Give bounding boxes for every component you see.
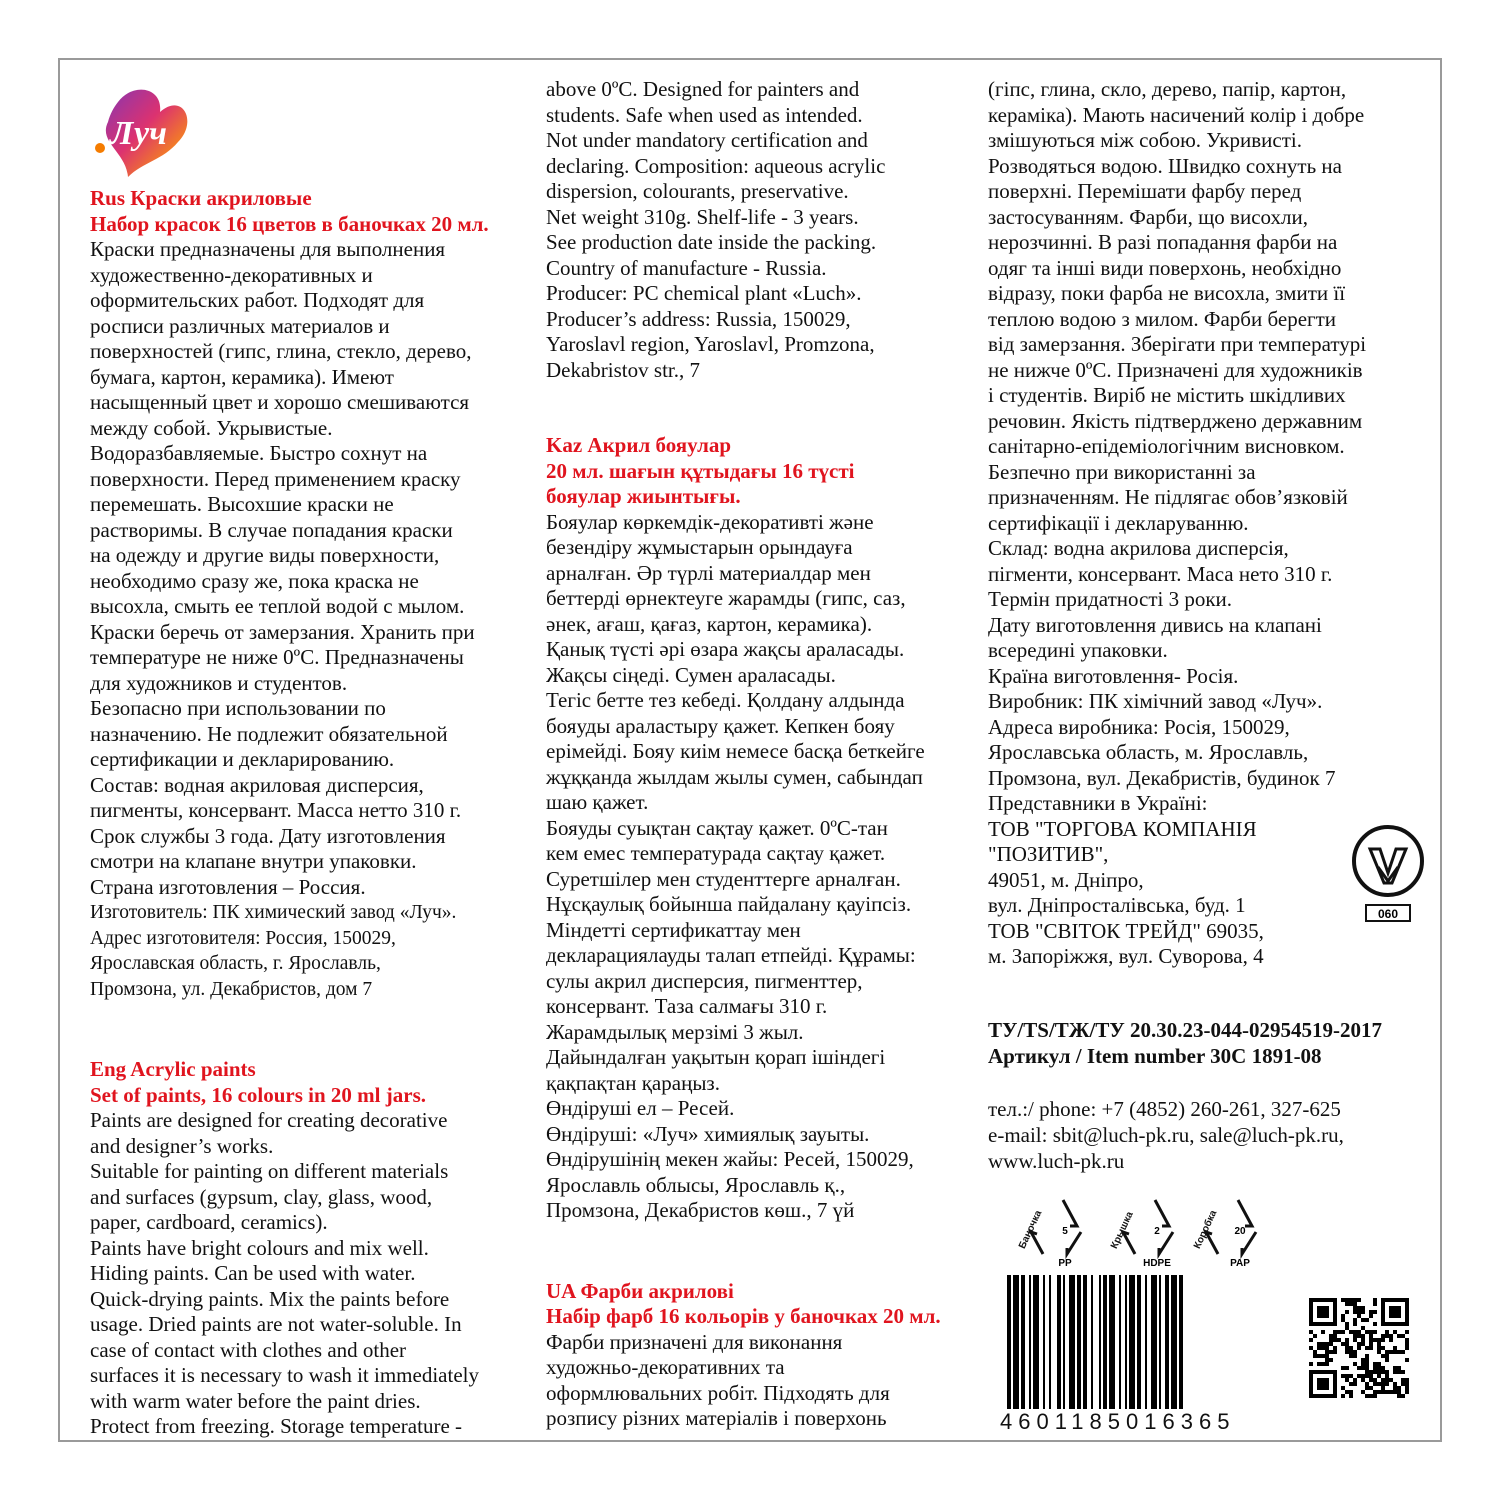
qr-module	[1345, 1326, 1349, 1330]
qr-module	[1345, 1346, 1349, 1350]
qr-module	[1365, 1318, 1369, 1322]
qr-module	[1405, 1386, 1409, 1390]
qr-module	[1309, 1346, 1313, 1350]
barcode-bar	[1099, 1275, 1101, 1425]
column-2	[546, 77, 976, 1432]
qr-module	[1405, 1338, 1409, 1342]
qr-module	[1313, 1334, 1317, 1338]
qr-module	[1353, 1306, 1357, 1310]
qr-module	[1365, 1346, 1369, 1350]
qr-module	[1321, 1362, 1325, 1366]
qr-module	[1385, 1382, 1389, 1386]
qr-module	[1377, 1366, 1381, 1370]
eng-subtitle: Set of paints, 16 colours in 20 ml jars.	[90, 1082, 426, 1107]
qr-module	[1353, 1382, 1357, 1386]
barcode-bar	[1063, 1275, 1065, 1409]
barcode-bar	[1043, 1275, 1045, 1409]
qr-module	[1401, 1350, 1405, 1354]
qr-module	[1345, 1366, 1349, 1370]
qr-module	[1393, 1390, 1397, 1394]
qr-module	[1341, 1386, 1345, 1390]
kaz-body: Бояулар көркемдік-декоративті және безендіру жұмыстарын орындауға арналған. Әр түрлі материалдар мен беттерді өрнектеуге жарамды (гипс, саз, әнек, ағаш, қағаз, картон, керамика). Қанық түсті әрі өзара жақсы араласады. Жақсы сіңеді. Сумен араласады. Тегіс бетте тез кебеді. Қолдану алдында бояуды араластыру қажет. Кепкен бояу ерімейді. Бояу киім немесе басқа беткейге жұққанда жылдам жылы сумен, сабындап шаю қажет. Бояуды суықтан сақтау қажет. 0ºС-тан кем емес температурада сақтау қажет. Суретшілер мен студенттерге арналған. Нұсқаулық бойынша пайдалану қауіпсіз. Міндетті сертификаттау мен декларациялауды талап етпейді. Құрамы: сулы акрил дисперсия, пигменттер, консервант. Таза салмағы 310 г. Жарамдылық мерзімі 3 жыл. Дайындалған уақытын қорап ішіндегі қақпақтан қараңыз. Өндіруші ел – Ресей. Өндіруші: «Луч» химиялық зауыты. Өндірушінің мекен жайы: Ресей, 150029, Ярославль облысы, Ярославль қ., Промзона, Декабристов көш., 7 үй	[546, 509, 925, 1222]
qr-module	[1381, 1338, 1385, 1342]
qr-module	[1317, 1378, 1329, 1390]
qr-module	[1369, 1314, 1373, 1318]
qr-module	[1361, 1318, 1365, 1322]
qr-module	[1401, 1394, 1405, 1398]
rus-header: Rus Краски акриловые	[90, 186, 312, 210]
qr-module	[1361, 1390, 1365, 1394]
qr-module	[1321, 1342, 1325, 1346]
qr-module	[1317, 1342, 1321, 1346]
qr-module	[1357, 1366, 1361, 1370]
qr-module	[1317, 1362, 1321, 1366]
qr-module	[1345, 1342, 1349, 1346]
qr-module	[1349, 1390, 1353, 1394]
qr-module	[1309, 1362, 1313, 1366]
qr-module	[1357, 1346, 1361, 1350]
rus-producer: Изготовитель: ПК химический завод «Луч». Адрес изготовителя: Россия, 150029, Ярославская область, г. Ярославль, Промзона, ул. Декабристов, дом 7	[90, 902, 457, 1000]
qr-module	[1377, 1350, 1381, 1354]
qr-module	[1377, 1362, 1381, 1366]
qr-code-icon	[1309, 1298, 1409, 1398]
qr-module	[1397, 1390, 1401, 1394]
qr-module	[1373, 1362, 1377, 1366]
qr-module	[1325, 1354, 1329, 1358]
barcode-bar	[1103, 1275, 1107, 1425]
qr-module	[1361, 1366, 1365, 1370]
qr-module	[1365, 1374, 1369, 1378]
qr-module	[1325, 1362, 1329, 1366]
qr-module	[1381, 1334, 1385, 1338]
qr-module	[1405, 1330, 1409, 1334]
recycle-code: PP	[1058, 1258, 1072, 1268]
qr-module	[1345, 1390, 1349, 1394]
ua-conformity-mark-icon	[1348, 821, 1428, 926]
qr-module	[1373, 1302, 1377, 1306]
eng-body: Paints are designed for creating decorative and designer’s works. Suitable for painting on different materials and surfaces (gypsum, clay, glass, wood, paper, cardboard, ceramics). Paints have bright colours and mix well. Hiding paints. Can be used with water. Quick-drying paints. Mix the paints before usage. Dried paints are not water-soluble. In case of contact with clothes and other surfaces it is necessary to wash it immediately with warm water before the paint dries. Protect from freezing. Storage temperature -	[90, 1108, 479, 1438]
rus-body: Краски предназначены для выполнения художественно-декоративных и оформительских работ. Подходят для росписи различных материалов и поверхностей (гипс, глина, стекло, дерево, бумага, картон, керамика). Имеют насыщенный цвет и хорошо смешиваются между собой. Укрывистые. Водоразбавляемые. Быстро сохнут на поверхности. Перед применением краску перемешать. Высохшие краски не растворимы. В случае попадания краски на одежду и другие виды поверхности, необходимо сразу же, пока краска не высохла, смыть ее теплой водой с мылом. Краски беречь от замерзания. Хранить при температуре не ниже 0ºС. Предназначены для художников и студентов. Безопасно при использовании по назначению. Не подлежит обязательной сертификации и декларированию. Состав: водная акриловая дисперсия, пигменты, консервант. Масса нетто 310 г. Срок службы 3 года. Дату изготовления смотри на клапане внутри упаковки. Страна изготовления – Россия.	[90, 237, 475, 899]
qr-module	[1361, 1362, 1365, 1366]
qr-module	[1345, 1298, 1349, 1302]
barcode-bar	[1021, 1275, 1025, 1409]
qr-module	[1385, 1350, 1389, 1354]
qr-module	[1377, 1390, 1381, 1394]
qr-module	[1361, 1326, 1365, 1330]
qr-module	[1329, 1342, 1333, 1346]
qr-module	[1353, 1378, 1357, 1382]
qr-module	[1405, 1346, 1409, 1350]
barcode-bar	[1165, 1275, 1169, 1409]
qr-module	[1381, 1370, 1385, 1374]
qr-module	[1361, 1342, 1365, 1346]
svg-text:2: 2	[1154, 1226, 1160, 1237]
qr-module	[1329, 1358, 1333, 1362]
qr-module	[1313, 1350, 1317, 1354]
qr-module	[1381, 1378, 1385, 1382]
qr-module	[1405, 1378, 1409, 1382]
recycle-code: HDPE	[1143, 1258, 1171, 1268]
qr-module	[1341, 1330, 1345, 1334]
qr-module	[1345, 1350, 1349, 1354]
qr-module	[1389, 1338, 1393, 1342]
barcode-bar	[1171, 1275, 1177, 1409]
barcode-bar	[1013, 1275, 1019, 1425]
qr-module	[1369, 1338, 1373, 1342]
qr-module	[1349, 1298, 1353, 1302]
qr-module	[1329, 1338, 1333, 1342]
qr-module	[1381, 1366, 1385, 1370]
qr-module	[1377, 1342, 1381, 1346]
qr-module	[1341, 1366, 1345, 1370]
qr-module	[1381, 1390, 1385, 1394]
rus-subtitle: Набор красок 16 цветов в баночках 20 мл.	[90, 211, 489, 236]
qr-module	[1325, 1350, 1329, 1354]
barcode-bar	[1159, 1275, 1161, 1409]
phone: тел.:/ phone: +7 (4852) 260-261, 327-625	[988, 1097, 1341, 1121]
recycle-label: Крышка	[1109, 1210, 1136, 1251]
recycle-mark-jar	[1015, 1188, 1095, 1268]
recycle-label: Коробка	[1192, 1208, 1220, 1251]
qr-module	[1401, 1334, 1405, 1338]
qr-module	[1397, 1394, 1401, 1398]
recycle-label: Баночка	[1017, 1208, 1045, 1251]
qr-module	[1393, 1370, 1397, 1374]
column-1	[90, 186, 530, 1440]
qr-module	[1401, 1378, 1405, 1382]
qr-module	[1389, 1390, 1393, 1394]
qr-module	[1393, 1330, 1397, 1334]
qr-module	[1357, 1342, 1361, 1346]
qr-module	[1385, 1374, 1389, 1378]
qr-module	[1385, 1390, 1389, 1394]
qr-module	[1345, 1338, 1349, 1342]
barcode-bar	[1129, 1275, 1135, 1409]
barcode-bar	[1007, 1275, 1011, 1425]
qr-module	[1377, 1346, 1381, 1350]
luch-brand-logo	[88, 82, 198, 182]
qr-module	[1361, 1358, 1365, 1362]
kaz-subtitle: 20 мл. шағын құтыдағы 16 түсті бояулар жиынтығы.	[546, 458, 855, 508]
qr-module	[1321, 1354, 1325, 1358]
qr-module	[1353, 1338, 1357, 1342]
qr-module	[1385, 1354, 1389, 1358]
barcode-bar	[1109, 1275, 1115, 1409]
barcode-bar	[1057, 1275, 1061, 1409]
qr-module	[1389, 1334, 1393, 1338]
barcode-bar	[1069, 1275, 1075, 1409]
qr-module	[1353, 1354, 1357, 1358]
svg-text:20: 20	[1234, 1226, 1246, 1237]
qr-module	[1373, 1366, 1377, 1370]
qr-module	[1357, 1314, 1361, 1318]
qr-module	[1345, 1378, 1349, 1382]
qr-module	[1345, 1322, 1349, 1326]
qr-module	[1393, 1346, 1397, 1350]
qr-module	[1385, 1334, 1389, 1338]
qr-module	[1341, 1394, 1345, 1398]
qr-module	[1369, 1310, 1373, 1314]
qr-module	[1325, 1358, 1329, 1362]
qr-module	[1365, 1362, 1369, 1366]
eng-header: Eng Acrylic paints	[90, 1057, 256, 1081]
qr-module	[1369, 1334, 1373, 1338]
qr-module	[1349, 1382, 1353, 1386]
qr-module	[1349, 1350, 1353, 1354]
qr-module	[1373, 1322, 1377, 1326]
qr-module	[1341, 1318, 1345, 1322]
qr-module	[1341, 1298, 1345, 1302]
qr-module	[1365, 1394, 1369, 1398]
recycle-code: PAP	[1230, 1258, 1250, 1268]
qr-module	[1369, 1346, 1373, 1350]
qr-module	[1369, 1374, 1373, 1378]
kaz-header: Kaz Акрил бояулар	[546, 433, 732, 457]
qr-module	[1373, 1298, 1377, 1302]
qr-module	[1401, 1382, 1405, 1386]
qr-module	[1373, 1382, 1377, 1386]
qr-module	[1341, 1374, 1345, 1378]
qr-module	[1369, 1394, 1373, 1398]
qr-module	[1381, 1386, 1385, 1390]
qr-module	[1397, 1386, 1401, 1390]
website: www.luch-pk.ru	[988, 1149, 1125, 1173]
qr-module	[1341, 1314, 1345, 1318]
qr-module	[1385, 1370, 1389, 1374]
qr-module	[1313, 1354, 1317, 1358]
qr-module	[1333, 1330, 1337, 1334]
qr-module	[1385, 1330, 1389, 1334]
qr-module	[1353, 1298, 1357, 1302]
qr-module	[1337, 1330, 1341, 1334]
qr-module	[1365, 1358, 1369, 1362]
qr-module	[1357, 1374, 1361, 1378]
qr-module	[1393, 1366, 1397, 1370]
qr-module	[1353, 1330, 1357, 1334]
qr-module	[1389, 1378, 1393, 1382]
barcode-bar	[1033, 1275, 1039, 1409]
qr-module	[1377, 1382, 1381, 1386]
barcode-bar	[1077, 1275, 1081, 1409]
qr-module	[1385, 1378, 1389, 1382]
barcode-bar	[1151, 1275, 1157, 1409]
recycle-mark-box	[1190, 1188, 1270, 1268]
qr-module	[1365, 1382, 1369, 1386]
qr-module	[1317, 1354, 1321, 1358]
qr-module	[1309, 1338, 1313, 1342]
barcode-bar	[1091, 1275, 1093, 1409]
qr-module	[1333, 1350, 1337, 1354]
qr-module	[1365, 1370, 1369, 1374]
qr-module	[1349, 1302, 1353, 1306]
eng-body-continued: above 0ºC. Designed for painters and students. Safe when used as intended. Not under mandatory certification and declaring. Composition: aqueous acrylic dispersion, colourants, preservative. Net weight 310g. Shelf-life - 3 years. See production date inside the packing. Country of manufacture - Russia. Producer: PC chemical plant «Luch». Producer’s address: Russia, 150029, Yaroslavl region, Yaroslavl, Promzona, Dekabristov str., 7	[546, 77, 886, 382]
qr-module	[1349, 1394, 1353, 1398]
qr-module	[1373, 1390, 1377, 1394]
qr-module	[1397, 1366, 1401, 1370]
qr-module	[1393, 1350, 1397, 1354]
qr-module	[1333, 1334, 1337, 1338]
contact-info	[988, 1096, 1344, 1174]
qr-module	[1369, 1378, 1373, 1382]
qr-module	[1333, 1338, 1337, 1342]
qr-module	[1361, 1334, 1365, 1338]
qr-module	[1353, 1310, 1357, 1314]
tu-code: ТУ/TS/ТЖ/ТУ 20.30.23-044-02954519-2017	[988, 1018, 1383, 1042]
qr-module	[1357, 1334, 1361, 1338]
qr-module	[1365, 1330, 1369, 1334]
barcode-bar	[1049, 1275, 1051, 1409]
qr-module	[1373, 1370, 1377, 1374]
qr-module	[1349, 1346, 1353, 1350]
qr-module	[1317, 1346, 1321, 1350]
barcode-bar	[1119, 1275, 1121, 1409]
qr-module	[1349, 1354, 1353, 1358]
qr-module	[1373, 1330, 1377, 1334]
qr-module	[1373, 1378, 1377, 1382]
qr-module	[1405, 1342, 1409, 1346]
logo-text: Луч	[110, 115, 167, 152]
ua-body-continued: (гіпс, глина, скло, дерево, папір, картон, кераміка). Мають насичений колір і добре змішуються між собою. Укривисті. Розводяться водою. Швидко сохнуть на поверхні. Перемішати фарбу перед застосуванням. Фарби, що висохли, нерозчинні. В разі попадання фарби на одяг та інші види поверхонь, необхідно відразу, поки фарба не висохла, змити її теплою водою з милом. Фарби берегти від замерзання. Зберігати при температурі не нижче 0ºС. Призначені для художників і студентів. Виріб не містить шкідливих речовин. Якість підтверджено державним санітарно-епідеміологічним висновком. Безпечно при використанні за призначенням. Не підлягає обов’язковій сертифікації і декларуванню. Склад: водна акрилова дисперсія, пігменти, консервант. Маса нето 310 г. Термін придатності 3 роки. Дату виготовлення дивись на клапані всередині упаковки. Країна виготовлення- Росія. Виробник: ПК хімічний завод «Луч». Адреса виробника: Росія, 150029, Ярославська область, м. Ярославль, Промзона, вул. Декабристів, будинок 7 Представники в Україні: ТОВ "ТОРГОВА КОМПАНІЯ "ПОЗИТИВ", 49051, м. Дніпро, вул. Дніпросталівська, буд. 1 ТОВ "СВІТОК ТРЕЙД" 69035, м. Запоріжжя, вул. Суворова, 4	[988, 77, 1367, 968]
qr-module	[1401, 1370, 1405, 1374]
ua-body: Фарби призначені для виконання художньо-декоративних та оформлювальних робіт. Підходять для розпису різних матеріалів і поверхонь	[546, 1329, 890, 1430]
qr-module	[1353, 1322, 1357, 1326]
qr-module	[1373, 1338, 1377, 1342]
qr-module	[1397, 1334, 1401, 1338]
article-number: Артикул / Item number 30С 1891-08	[988, 1044, 1322, 1068]
qr-module	[1353, 1350, 1357, 1354]
barcode-bar	[1125, 1275, 1127, 1409]
qr-module	[1361, 1310, 1365, 1314]
qr-module	[1349, 1374, 1353, 1378]
qr-module	[1377, 1338, 1381, 1342]
barcode-bar	[1083, 1275, 1087, 1409]
qr-module	[1373, 1394, 1377, 1398]
qr-module	[1365, 1386, 1369, 1390]
qr-module	[1397, 1370, 1401, 1374]
qr-module	[1357, 1306, 1361, 1310]
qr-module	[1361, 1306, 1365, 1310]
qr-module	[1353, 1334, 1357, 1338]
recycle-mark-lid	[1107, 1188, 1187, 1268]
qr-module	[1365, 1354, 1369, 1358]
barcode-bar	[1137, 1275, 1141, 1409]
qr-module	[1357, 1310, 1361, 1314]
qr-module	[1397, 1350, 1401, 1354]
qr-module	[1325, 1342, 1329, 1346]
qr-module	[1369, 1330, 1373, 1334]
ua-subtitle: Набір фарб 16 кольорів у баночках 20 мл.	[546, 1304, 941, 1328]
qr-module	[1389, 1350, 1393, 1354]
qr-module	[1353, 1318, 1357, 1322]
qr-module	[1365, 1366, 1369, 1370]
qr-module	[1329, 1334, 1333, 1338]
qr-module	[1377, 1370, 1381, 1374]
qr-module	[1405, 1382, 1409, 1386]
qr-module	[1393, 1382, 1397, 1386]
qr-module	[1393, 1386, 1397, 1390]
qr-module	[1381, 1346, 1385, 1350]
svg-text:5: 5	[1062, 1226, 1068, 1237]
qr-module	[1361, 1374, 1365, 1378]
ua-mark-code: 060	[1377, 907, 1399, 921]
qr-module	[1309, 1330, 1313, 1334]
qr-module	[1381, 1382, 1385, 1386]
qr-module	[1337, 1338, 1341, 1342]
ua-header: UA Фарби акрилові	[546, 1278, 734, 1303]
qr-module	[1373, 1310, 1377, 1314]
qr-module	[1389, 1306, 1401, 1318]
qr-module	[1353, 1302, 1357, 1306]
qr-module	[1361, 1378, 1365, 1382]
barcode-number: 4601185016365	[1000, 1409, 1280, 1435]
qr-module	[1341, 1342, 1345, 1346]
qr-module	[1353, 1362, 1357, 1366]
qr-module	[1357, 1298, 1361, 1302]
email: e-mail: sbit@luch-pk.ru, sale@luch-pk.ru,	[988, 1123, 1344, 1147]
qr-module	[1357, 1330, 1361, 1334]
qr-module	[1361, 1338, 1365, 1342]
qr-module	[1369, 1342, 1373, 1346]
qr-module	[1381, 1354, 1385, 1358]
product-codes	[988, 1017, 1382, 1069]
barcode-bar	[1145, 1275, 1147, 1409]
qr-module	[1385, 1358, 1389, 1362]
qr-module	[1377, 1374, 1381, 1378]
barcode-bar	[1029, 1275, 1031, 1409]
qr-module	[1345, 1374, 1349, 1378]
qr-module	[1317, 1306, 1329, 1318]
qr-module	[1349, 1330, 1353, 1334]
qr-module	[1405, 1390, 1409, 1394]
qr-module	[1405, 1358, 1409, 1362]
qr-module	[1369, 1370, 1373, 1374]
qr-module	[1329, 1350, 1333, 1354]
qr-module	[1333, 1346, 1337, 1350]
qr-module	[1325, 1346, 1329, 1350]
qr-module	[1345, 1310, 1349, 1314]
qr-module	[1369, 1386, 1373, 1390]
qr-module	[1345, 1302, 1349, 1306]
qr-module	[1321, 1330, 1325, 1334]
barcode-bar	[1179, 1275, 1183, 1425]
qr-module	[1321, 1346, 1325, 1350]
